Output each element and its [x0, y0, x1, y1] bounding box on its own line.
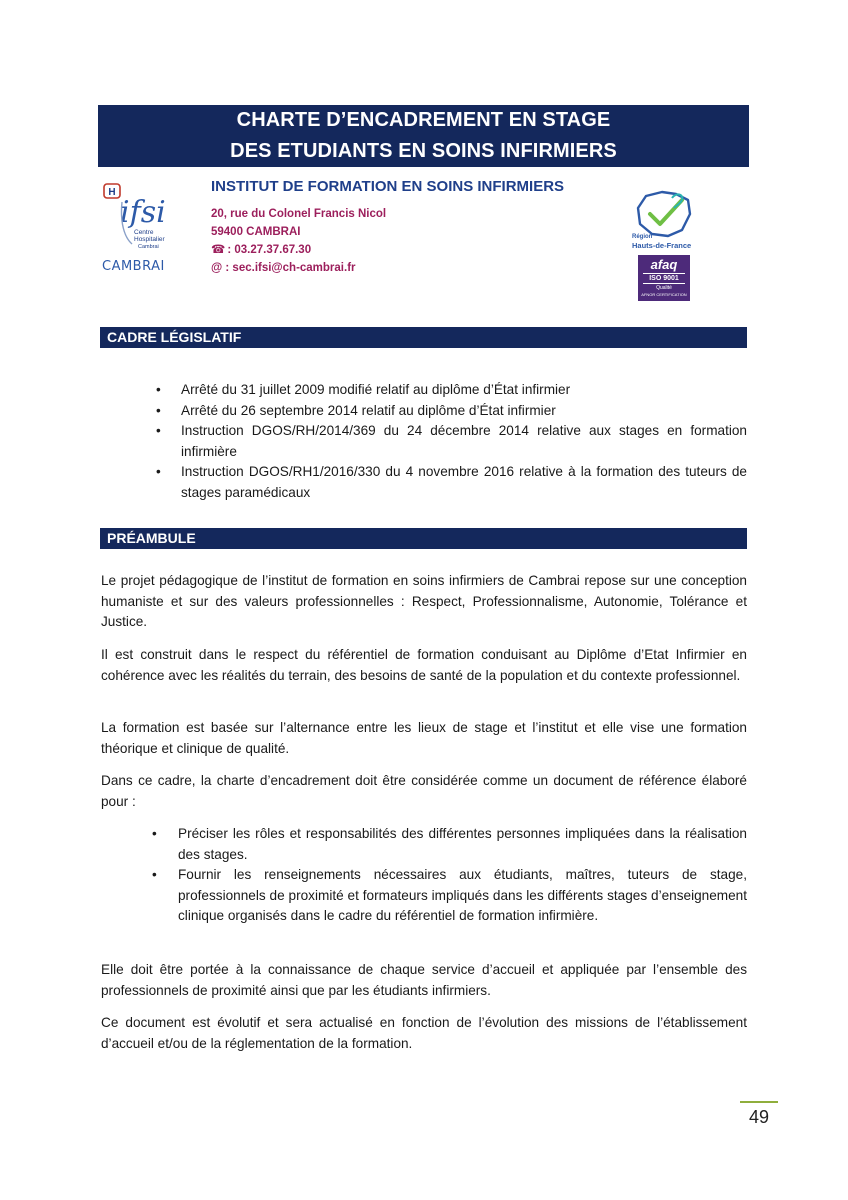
institution-name: INSTITUT DE FORMATION EN SOINS INFIRMIERS [211, 178, 565, 195]
logo-cambrai-small-text: Cambrai [138, 244, 159, 250]
section-title-preamble: PRÉAMBULE [107, 530, 196, 546]
list-item: • Fournir les renseignements nécessaires aux étudiants, maîtres, tuteurs de stage, professionnels de proximité et formateurs impliqués dans les différents stages d’enseignement clinique organisés dans le cadre du référentiel de formation infirmière. [152, 865, 747, 927]
phone-icon: ☎ [211, 244, 226, 256]
address-city: 59400 CAMBRAI [211, 226, 301, 238]
footer-rule [740, 1101, 778, 1103]
section-header-preamble [100, 528, 747, 549]
preamble-paragraph-2: Il est construit dans le respect du référentiel de formation conduisant au Diplôme d’Etat Infirmier en cohérence avec les réalités du terrain, des besoins de santé de la population et du contexte professionnel. [101, 647, 747, 683]
logo-centre-text: Centre [134, 229, 154, 236]
svg-text:H: H [108, 187, 116, 198]
list-item: • Arrêté du 26 septembre 2014 relatif au diplôme d’État infirmier [156, 401, 747, 422]
preamble-paragraph-4: Dans ce cadre, la charte d’encadrement doit être considérée comme un document de référence élaboré pour : [101, 773, 747, 809]
institution-address-block [211, 177, 564, 277]
email-address: @ : sec.ifsi@ch-cambrai.fr [211, 262, 356, 274]
list-item: • Arrêté du 31 juillet 2009 modifié relatif au diplôme d’État infirmier [156, 380, 747, 401]
address-street: 20, rue du Colonel Francis Nicol [211, 208, 387, 220]
phone-number: : 03.27.37.67.30 [227, 244, 312, 256]
afaq-iso-9001-logo [638, 255, 690, 301]
preamble-paragraph-3: La formation est basée sur l’alternance entre les lieux de stage et l’institut et elle vise une formation théorique et clinique de qualité. [101, 720, 747, 756]
preamble-paragraph-5: Elle doit être portée à la connaissance de chaque service d’accueil et appliquée par l’ensemble des professionnels de proximité ainsi que par les étudiants infirmiers. [101, 962, 747, 998]
page-number: 49 [748, 1107, 770, 1127]
afaq-cert: AFNOR CERTIFICATION [641, 292, 687, 297]
afaq-iso: ISO 9001 [643, 273, 685, 284]
logo-ifsi-text: ifsi [120, 195, 166, 230]
list-item: • Instruction DGOS/RH1/2016/330 du 4 novembre 2016 relative à la formation des tuteurs de stages paramédicaux [156, 462, 747, 503]
charter-aims-list [152, 824, 747, 927]
document-title-banner [98, 105, 749, 167]
logo-hospitalier-text: Hospitalier [134, 236, 165, 243]
afaq-quality: Qualité [656, 285, 672, 291]
section-title-legal: CADRE LÉGISLATIF [107, 329, 242, 345]
title-line-2: DES ETUDIANTS EN SOINS INFIRMIERS [230, 140, 617, 162]
phone-line [211, 241, 564, 259]
afaq-name: afaq [650, 257, 678, 272]
preamble-paragraph-6: Ce document est évolutif et sera actualisé en fonction de l’évolution des missions de l’établissement d’accueil et/ou de la réglementation de la formation. [101, 1015, 747, 1051]
logo-city-text: CAMBRAI [102, 259, 165, 274]
list-item: • Instruction DGOS/RH/2014/369 du 24 décembre 2014 relative aux stages en formation infirmière [156, 421, 747, 462]
section-header-legal [100, 327, 747, 348]
region-logo-text-1: Région [632, 234, 653, 240]
list-item: • Préciser les rôles et responsabilités des différentes personnes impliquées dans la réalisation des stages. [152, 824, 747, 865]
ifsi-cambrai-logo [102, 182, 188, 274]
preamble-paragraph-1: Le projet pédagogique de l’institut de formation en soins infirmiers de Cambrai repose sur une conception humaniste et sur des valeurs professionnelles : Respect, Professionnalisme, Autonomie, Tolérance et Justice. [101, 573, 747, 629]
region-logo-text-2: Hauts-de-France [632, 241, 692, 250]
legal-list [156, 380, 747, 503]
title-line-1: CHARTE D’ENCADREMENT EN STAGE [236, 109, 611, 131]
